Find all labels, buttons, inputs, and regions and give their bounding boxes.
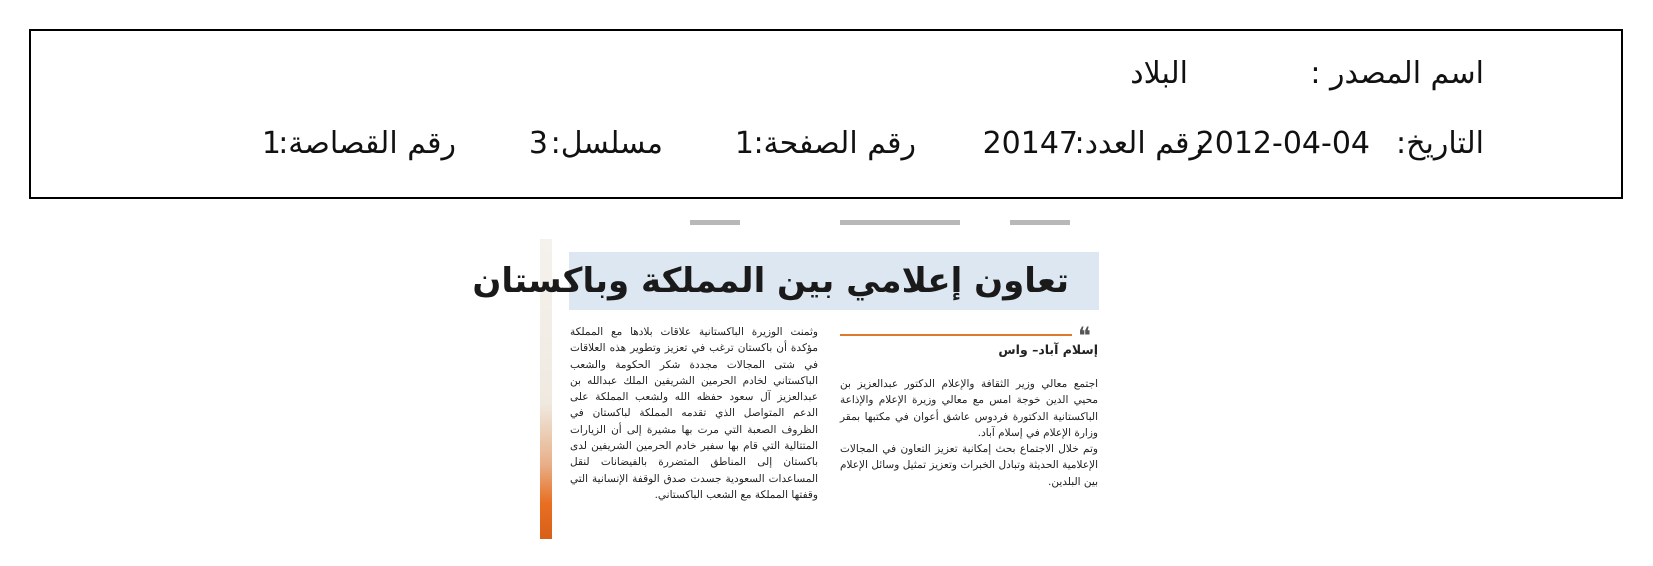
- article-paragraph: وتم خلال الاجتماع بحث إمكانية تعزيز التعاون في المجالات الإعلامية الحديثة وتبادل الخبرات وتعزيز تمثيل وسائل الإعلام بين البلدين.: [840, 443, 1098, 488]
- clipping-value: 1: [261, 126, 281, 161]
- page-label: رقم الصفحة:: [753, 126, 916, 161]
- article-dateline: إسلام آباد– واس: [998, 342, 1098, 357]
- article-column-left: [570, 324, 818, 503]
- article-headline: تعاون إعلامي بين المملكة وباكستان: [472, 261, 1069, 301]
- article-paragraph: اجتمع معالي وزير الثقافة والإعلام الدكتور عبدالعزيز بن محيي الدين خوجة امس مع معالي وزيرة الإعلام والإذاعة الباكستانية الدكتورة فردوس عاشق أعوان في مكتبها بمقر وزارة الإعلام في إسلام آباد.: [840, 378, 1098, 439]
- source-label: اسم المصدر :: [1310, 56, 1484, 91]
- quote-mark-icon: ❝: [1078, 322, 1091, 350]
- headline-band: [472, 252, 1099, 310]
- issue-label: رقم العدد:: [1074, 126, 1204, 161]
- clipping-label: رقم القصاصة:: [278, 126, 456, 161]
- article-column-right: [840, 376, 1098, 490]
- cropped-text-strip: [540, 216, 1100, 236]
- article-paragraph: وثمنت الوزيرة الباكستانية علاقات بلادها مع المملكة مؤكدة أن باكستان ترغب في تعزيز وتطوير هذه العلاقات في شتى المجالات مجددة شكر الحكومة والشعب الباكستاني لخادم الحرمين الشريفين الملك عبدالله بن عبدالعزيز آل سعود حفظه الله ولشعب المملكة على الدعم المتواصل الذي تقدمه المملكة لباكستان في الظروف الصعبة التي مرت بها مشيرة إلى أن الزيارات المتتالية التي قام بها سفير خادم الحرمين الشريفين لدى باكستان إلى المناطق المتضررة بالفيضانات لنقل المساعدات السعودية جسدت صدق الوقفة الإنسانية التي وقفتها المملكة مع الشعب الباكستاني.: [570, 326, 818, 501]
- serial-label: مسلسل:: [550, 126, 663, 161]
- issue-value: 20147: [982, 126, 1078, 161]
- clipping-header: [29, 29, 1623, 199]
- source-value: البلاد: [1130, 56, 1188, 91]
- date-label: التاريخ:: [1396, 126, 1484, 161]
- newspaper-clipping: [472, 216, 1100, 546]
- page-value: 1: [734, 126, 754, 161]
- serial-value: 3: [528, 126, 548, 161]
- date-value: 2012-04-04: [1195, 126, 1370, 161]
- accent-rule: [840, 334, 1072, 336]
